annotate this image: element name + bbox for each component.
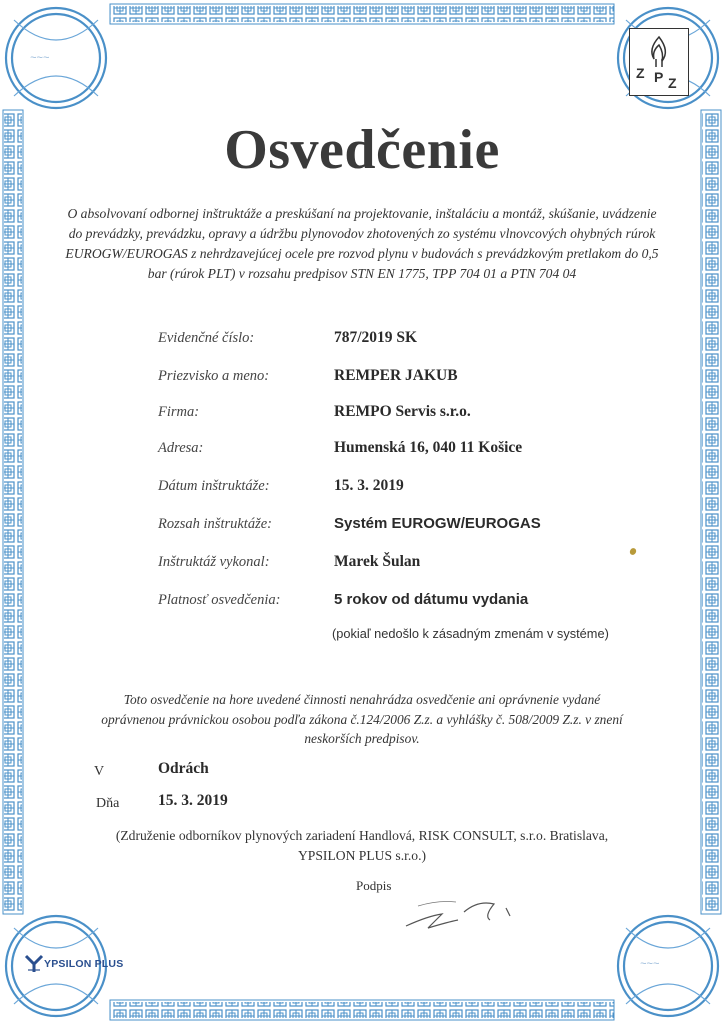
field-label: Inštruktáž vykonal:: [158, 554, 270, 570]
zpz-letter-z: Z: [636, 65, 645, 81]
field-row: [0, 510, 724, 540]
statement-text: Toto osvedčenie na hore uvedené činnosti nenahrádza osvedčenie ani oprávnenie vydané oprávnenou právnickou osobou podľa zákona č.124/2006 Z.z. a vyhlášky č. 508/2009 Z.z. v znení neskorších predpisov.: [101, 692, 623, 746]
field-row: [0, 472, 724, 502]
field-label: Rozsah inštruktáže:: [158, 516, 272, 532]
field-label: Firma:: [158, 404, 200, 420]
handwritten-signature: [398, 886, 528, 936]
watermark-stamp: ~~~: [30, 52, 50, 64]
field-value: 5 rokov od dátumu vydania: [334, 591, 529, 608]
validity-note: (pokiaľ nedošlo k zásadným zmenám v systéme): [332, 626, 609, 641]
association-text: (Združenie odborníkov plynových zariadení Handlová, RISK CONSULT, s.r.o. Bratislava, YPSILON PLUS s.r.o.): [115, 828, 609, 863]
field-row: [0, 548, 724, 578]
field-value: Systém EUROGW/EUROGAS: [334, 515, 541, 532]
place-label: V: [94, 764, 105, 779]
field-row: [0, 324, 724, 354]
signature-label: Podpis: [356, 878, 392, 893]
field-label: Platnosť osvedčenia:: [158, 592, 281, 608]
field-value: Humenská 16, 040 11 Košice: [334, 439, 523, 456]
field-row: [0, 586, 724, 616]
field-row: [0, 398, 724, 428]
date-value: 15. 3. 2019: [158, 792, 228, 809]
field-label: Adresa:: [158, 440, 204, 456]
field-value: REMPER JAKUB: [334, 367, 458, 384]
field-value: Marek Šulan: [334, 553, 421, 570]
field-label: Priezvisko a meno:: [158, 368, 270, 384]
field-value: REMPO Servis s.r.o.: [334, 403, 471, 420]
flame-icon: [630, 29, 688, 95]
field-label: Evidenčné číslo:: [158, 330, 255, 346]
zpz-letter-z2: Z: [668, 75, 677, 91]
certificate-title: Osvedčenie: [224, 119, 500, 181]
field-row: [0, 362, 724, 392]
intro-text: O absolvovaní odbornej inštruktáže a preskúšaní na projektovanie, inštaláciu a montáž, skúšanie, uvádzenie do prevádzky, prevádzku, opravy a údržbu plynovodov zhotovených zo systému vlnovcových ohybných rúrok EUROGW/EUROGAS z nehrdzavejúcej ocele pre rozvod plynu v budovách s prevádzkovým pretlakom do 0,5 bar (rúrok PLT) v rozsahu predpisov STN EN 1775, TPP 704 01 a PTN 704 04: [65, 206, 659, 281]
zpz-logo: [629, 28, 689, 96]
field-value: 15. 3. 2019: [334, 477, 404, 494]
place-value: Odrách: [158, 760, 209, 777]
date-label: Dňa: [96, 796, 120, 811]
ypsilon-logo-text: YPSILON PLUS: [44, 958, 124, 970]
field-row: [0, 434, 724, 464]
zpz-letter-p: P: [654, 69, 664, 85]
watermark-stamp: ~~~: [640, 958, 660, 970]
field-value: 787/2019 SK: [334, 329, 418, 346]
field-label: Dátum inštruktáže:: [158, 478, 270, 494]
